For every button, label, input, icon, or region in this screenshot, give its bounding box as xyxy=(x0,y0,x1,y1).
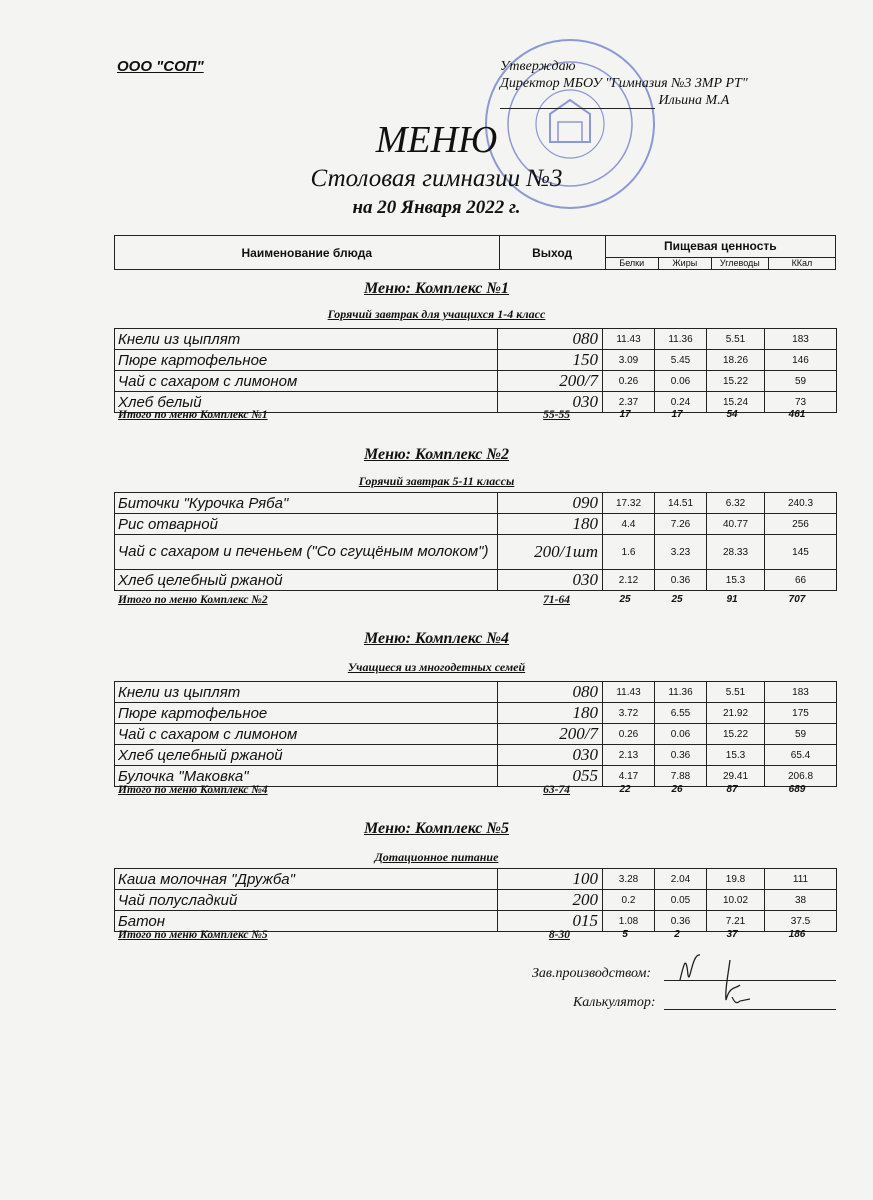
page-title: МЕНЮ xyxy=(375,119,498,161)
table-row xyxy=(115,703,837,724)
table-row xyxy=(115,514,837,535)
dish-kcal: 206.8 xyxy=(765,766,837,787)
dish-name: Пюре картофельное xyxy=(115,350,498,371)
dish-output: 030 xyxy=(498,392,603,413)
section-title: Меню: Комплекс №2 xyxy=(363,446,510,463)
page-subtitle: Столовая гимназии №3 xyxy=(310,165,563,192)
table-row xyxy=(115,371,837,392)
dish-kcal: 65.4 xyxy=(765,745,837,766)
total-kcal: 461 xyxy=(788,409,806,420)
dish-fat: 0.05 xyxy=(655,890,707,911)
dish-name: Биточки "Курочка Ряба" xyxy=(115,493,498,514)
section-subtitle: Горячий завтрак для учащихся 1-4 класс xyxy=(327,307,546,321)
dish-protein: 1.08 xyxy=(603,911,655,932)
section-total xyxy=(118,784,836,800)
dish-output: 180 xyxy=(498,703,603,724)
total-label: Итого по меню Комплекс №4 xyxy=(118,784,268,796)
dish-protein: 2.37 xyxy=(603,392,655,413)
approval-block xyxy=(500,58,748,109)
dish-output: 100 xyxy=(498,869,603,890)
header-nutrition: Пищевая ценность xyxy=(605,236,835,258)
total-fat: 2 xyxy=(674,929,680,940)
dish-carbs: 21.92 xyxy=(707,703,765,724)
total-carbs: 37 xyxy=(726,929,738,940)
dish-name: Батон xyxy=(115,911,498,932)
dish-carbs: 15.22 xyxy=(707,371,765,392)
calculator-label: Калькулятор: xyxy=(573,995,656,1010)
dish-fat: 14.51 xyxy=(655,493,707,514)
signature-line xyxy=(500,96,655,109)
approval-line-3 xyxy=(500,92,748,109)
dish-kcal: 59 xyxy=(765,724,837,745)
header-carbs: Углеводы xyxy=(711,257,768,269)
dish-carbs: 18.26 xyxy=(707,350,765,371)
dish-name: Хлеб целебный ржаной xyxy=(115,570,498,591)
dish-fat: 5.45 xyxy=(655,350,707,371)
section-title: Меню: Комплекс №1 xyxy=(363,280,510,297)
dish-kcal: 183 xyxy=(765,682,837,703)
dish-kcal: 38 xyxy=(765,890,837,911)
menu-table xyxy=(114,868,837,932)
dish-name: Чай с сахаром и печеньем ("Со сгущёным молоком") xyxy=(115,535,498,570)
director-name: Ильина М.А xyxy=(658,93,730,108)
dish-output: 080 xyxy=(498,682,603,703)
total-protein: 5 xyxy=(622,929,628,940)
dish-kcal: 183 xyxy=(765,329,837,350)
header-dish-name: Наименование блюда xyxy=(115,236,500,270)
dish-protein: 4.17 xyxy=(603,766,655,787)
dish-protein: 17.32 xyxy=(603,493,655,514)
dish-kcal: 240.3 xyxy=(765,493,837,514)
section-total xyxy=(118,594,836,610)
dish-fat: 0.06 xyxy=(655,724,707,745)
dish-protein: 2.12 xyxy=(603,570,655,591)
dish-output: 150 xyxy=(498,350,603,371)
table-row xyxy=(115,724,837,745)
dish-fat: 0.36 xyxy=(655,745,707,766)
dish-carbs: 15.24 xyxy=(707,392,765,413)
organization-name: ООО "СОП" xyxy=(117,58,204,75)
dish-kcal: 66 xyxy=(765,570,837,591)
section-subtitle: Учащиеся из многодетных семей xyxy=(347,660,526,674)
header-fat: Жиры xyxy=(658,257,711,269)
approval-line-1: Утверждаю xyxy=(500,59,576,74)
header-kcal: ККал xyxy=(768,257,835,269)
dish-name: Чай с сахаром с лимоном xyxy=(115,371,498,392)
total-kcal: 186 xyxy=(788,929,806,940)
table-row xyxy=(115,329,837,350)
production-manager-label: Зав.производством: xyxy=(532,966,652,981)
total-carbs: 54 xyxy=(726,409,738,420)
total-protein: 17 xyxy=(619,409,631,420)
dish-protein: 0.26 xyxy=(603,724,655,745)
total-label: Итого по меню Комплекс №5 xyxy=(118,929,268,941)
table-row xyxy=(115,570,837,591)
dish-carbs: 19.8 xyxy=(707,869,765,890)
dish-fat: 0.36 xyxy=(655,570,707,591)
section-subtitle: Горячий завтрак 5-11 классы xyxy=(358,474,515,488)
dish-protein: 0.2 xyxy=(603,890,655,911)
handwritten-signature xyxy=(670,945,780,1015)
dish-carbs: 15.3 xyxy=(707,745,765,766)
dish-kcal: 145 xyxy=(765,535,837,570)
dish-name: Кнели из цыплят xyxy=(115,682,498,703)
dish-carbs: 15.3 xyxy=(707,570,765,591)
total-fat: 17 xyxy=(671,409,683,420)
dish-output: 090 xyxy=(498,493,603,514)
total-carbs: 87 xyxy=(726,784,738,795)
section-title: Меню: Комплекс №4 xyxy=(363,630,510,647)
total-output: 63-74 xyxy=(543,784,570,796)
dish-fat: 0.06 xyxy=(655,371,707,392)
total-kcal: 707 xyxy=(788,594,806,605)
dish-protein: 2.13 xyxy=(603,745,655,766)
dish-name: Кнели из цыплят xyxy=(115,329,498,350)
dish-output: 030 xyxy=(498,570,603,591)
dish-output: 200 xyxy=(498,890,603,911)
total-label: Итого по меню Комплекс №2 xyxy=(118,594,268,606)
total-output: 55-55 xyxy=(543,409,570,421)
dish-fat: 0.24 xyxy=(655,392,707,413)
dish-name: Пюре картофельное xyxy=(115,703,498,724)
menu-date: на 20 Января 2022 г. xyxy=(352,197,521,218)
dish-protein: 3.09 xyxy=(603,350,655,371)
dish-protein: 1.6 xyxy=(603,535,655,570)
dish-output: 200/7 xyxy=(498,724,603,745)
dish-output: 030 xyxy=(498,745,603,766)
dish-carbs: 10.02 xyxy=(707,890,765,911)
dish-kcal: 175 xyxy=(765,703,837,724)
dish-carbs: 28.33 xyxy=(707,535,765,570)
dish-fat: 2.04 xyxy=(655,869,707,890)
dish-fat: 11.36 xyxy=(655,329,707,350)
dish-protein: 11.43 xyxy=(603,329,655,350)
dish-output: 055 xyxy=(498,766,603,787)
dish-carbs: 6.32 xyxy=(707,493,765,514)
menu-table xyxy=(114,328,837,413)
dish-protein: 0.26 xyxy=(603,371,655,392)
table-row xyxy=(115,745,837,766)
dish-fat: 3.23 xyxy=(655,535,707,570)
dish-output: 200/1шт xyxy=(498,535,603,570)
dish-name: Чай с сахаром с лимоном xyxy=(115,724,498,745)
dish-fat: 0.36 xyxy=(655,911,707,932)
total-fat: 26 xyxy=(671,784,683,795)
dish-kcal: 73 xyxy=(765,392,837,413)
dish-name: Хлеб целебный ржаной xyxy=(115,745,498,766)
dish-protein: 4.4 xyxy=(603,514,655,535)
table-row xyxy=(115,493,837,514)
section-title: Меню: Комплекс №5 xyxy=(363,820,510,837)
dish-protein: 11.43 xyxy=(603,682,655,703)
menu-table xyxy=(114,681,837,787)
section-total xyxy=(118,929,836,945)
dish-kcal: 59 xyxy=(765,371,837,392)
table-row xyxy=(115,869,837,890)
dish-carbs: 5.51 xyxy=(707,329,765,350)
dish-name: Чай полусладкий xyxy=(115,890,498,911)
dish-kcal: 37.5 xyxy=(765,911,837,932)
approval-line-2: Директор МБОУ "Гимназия №3 ЗМР РТ" xyxy=(500,76,748,91)
header-protein: Белки xyxy=(605,257,658,269)
table-header xyxy=(114,235,836,270)
section-subtitle: Дотационное питание xyxy=(374,850,499,864)
dish-output: 080 xyxy=(498,329,603,350)
table-row xyxy=(115,535,837,570)
total-output: 8-30 xyxy=(548,929,570,941)
menu-table xyxy=(114,492,837,591)
dish-carbs: 5.51 xyxy=(707,682,765,703)
table-row xyxy=(115,682,837,703)
dish-output: 015 xyxy=(498,911,603,932)
dish-protein: 3.28 xyxy=(603,869,655,890)
dish-fat: 7.26 xyxy=(655,514,707,535)
dish-carbs: 40.77 xyxy=(707,514,765,535)
dish-name: Хлеб белый xyxy=(115,392,498,413)
total-protein: 22 xyxy=(619,784,631,795)
total-kcal: 689 xyxy=(788,784,806,795)
dish-carbs: 15.22 xyxy=(707,724,765,745)
dish-kcal: 111 xyxy=(765,869,837,890)
total-fat: 25 xyxy=(671,594,683,605)
dish-fat: 7.88 xyxy=(655,766,707,787)
total-output: 71-64 xyxy=(543,594,570,606)
total-protein: 25 xyxy=(619,594,631,605)
table-row xyxy=(115,350,837,371)
dish-kcal: 256 xyxy=(765,514,837,535)
header-output: Выход xyxy=(499,236,605,270)
dish-protein: 3.72 xyxy=(603,703,655,724)
total-label: Итого по меню Комплекс №1 xyxy=(118,409,268,421)
table-row xyxy=(115,890,837,911)
dish-name: Рис отварной xyxy=(115,514,498,535)
dish-output: 180 xyxy=(498,514,603,535)
total-carbs: 91 xyxy=(726,594,738,605)
dish-output: 200/7 xyxy=(498,371,603,392)
section-total xyxy=(118,409,836,425)
dish-fat: 6.55 xyxy=(655,703,707,724)
dish-name: Булочка "Маковка" xyxy=(115,766,498,787)
dish-carbs: 29.41 xyxy=(707,766,765,787)
dish-carbs: 7.21 xyxy=(707,911,765,932)
dish-fat: 11.36 xyxy=(655,682,707,703)
dish-kcal: 146 xyxy=(765,350,837,371)
dish-name: Каша молочная "Дружба" xyxy=(115,869,498,890)
